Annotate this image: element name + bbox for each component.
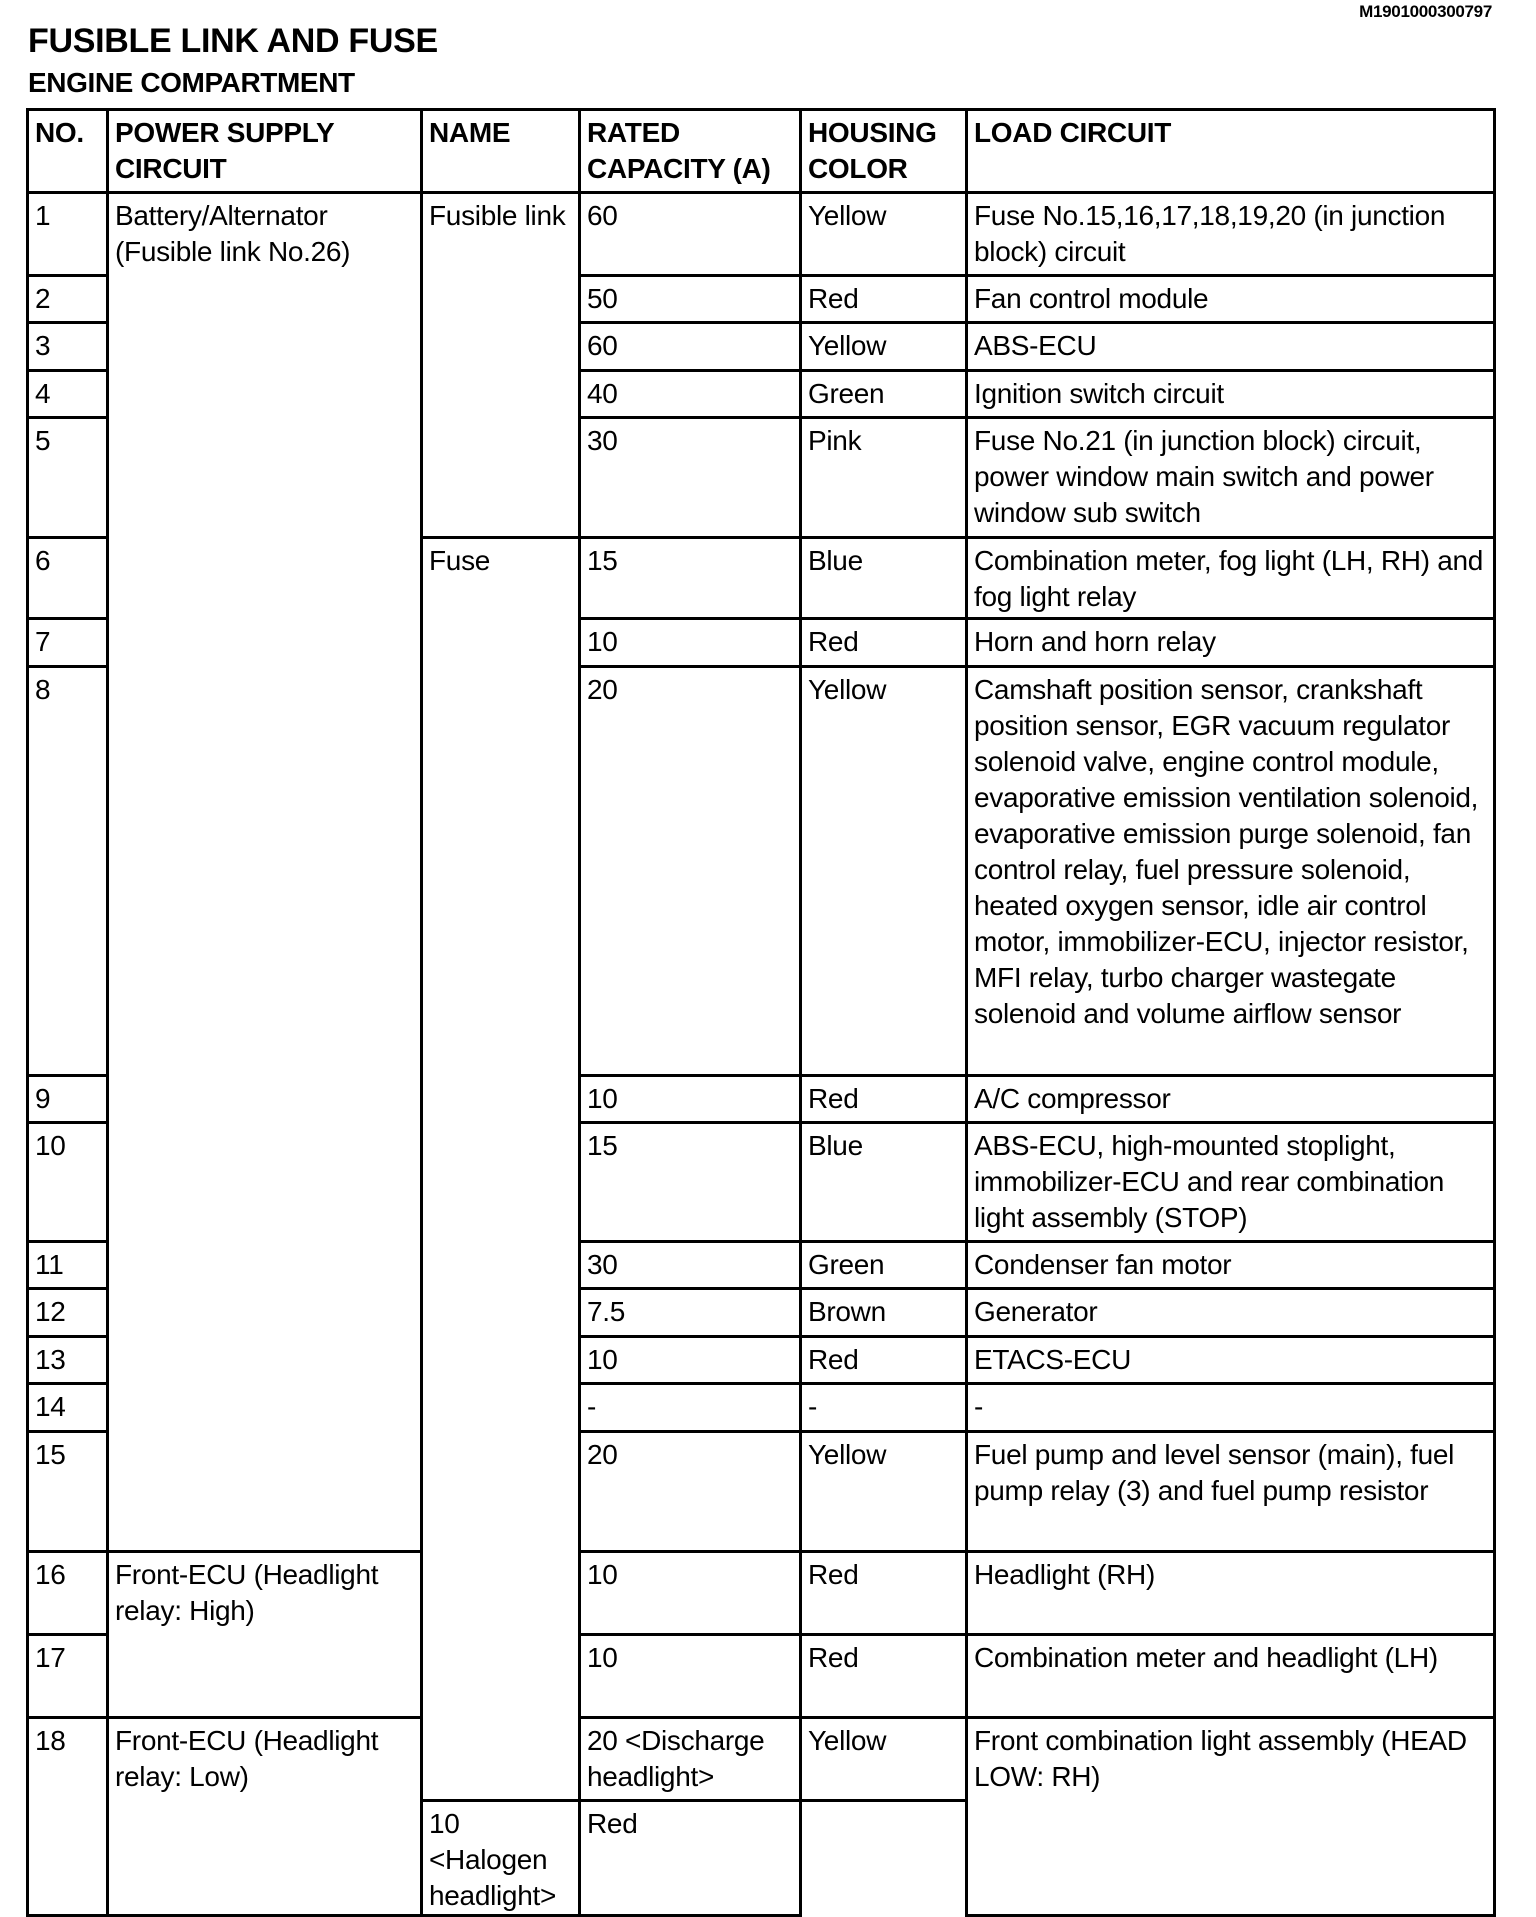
cell-no: 6 xyxy=(28,538,108,619)
table-row xyxy=(28,193,1495,276)
cell-load: Front combination light assembly (HEAD LOW: RH) xyxy=(967,1718,1495,1916)
cell-color: Blue xyxy=(801,538,967,619)
cell-no: 2 xyxy=(28,276,108,323)
cell-capacity: 20 <Discharge headlight> xyxy=(580,1718,801,1801)
cell-load: Fuel pump and level sensor (main), fuel pump relay (3) and fuel pump resistor xyxy=(967,1432,1495,1552)
table-row xyxy=(28,1718,1495,1801)
cell-capacity: 30 xyxy=(580,1242,801,1289)
header-no: NO. xyxy=(28,110,108,193)
cell-capacity-alt: 10 <Halogen headlight> xyxy=(422,1801,580,1916)
cell-color: Yellow xyxy=(801,667,967,1076)
header-power-supply-circuit: POWER SUPPLY CIRCUIT xyxy=(108,110,422,193)
cell-no: 3 xyxy=(28,323,108,371)
cell-color: - xyxy=(801,1384,967,1432)
cell-load: ABS-ECU, high-mounted stoplight, immobilizer-ECU and rear combination light assembly (STOP) xyxy=(967,1123,1495,1242)
cell-color-alt: Red xyxy=(580,1801,801,1916)
cell-capacity: 60 xyxy=(580,193,801,276)
cell-no: 16 xyxy=(28,1552,108,1635)
cell-color: Yellow xyxy=(801,323,967,371)
cell-load: Headlight (RH) xyxy=(967,1552,1495,1635)
cell-color: Red xyxy=(801,1337,967,1384)
cell-no: 17 xyxy=(28,1635,108,1718)
cell-load: ETACS-ECU xyxy=(967,1337,1495,1384)
cell-load: Combination meter and headlight (LH) xyxy=(967,1635,1495,1718)
header-load-circuit: LOAD CIRCUIT xyxy=(967,110,1495,193)
cell-no: 8 xyxy=(28,667,108,1076)
cell-capacity: 20 xyxy=(580,667,801,1076)
cell-power-supply-front-ecu-high: Front-ECU (Headlight relay: High) xyxy=(108,1552,422,1718)
cell-load: Combination meter, fog light (LH, RH) and fog light relay xyxy=(967,538,1495,619)
cell-no: 7 xyxy=(28,619,108,667)
cell-capacity: 10 xyxy=(580,1337,801,1384)
cell-name-fusible-link: Fusible link xyxy=(422,193,580,538)
header-name: NAME xyxy=(422,110,580,193)
cell-capacity: 10 xyxy=(580,1552,801,1635)
cell-load: Horn and horn relay xyxy=(967,619,1495,667)
cell-capacity: 30 xyxy=(580,418,801,538)
cell-capacity: 40 xyxy=(580,371,801,418)
cell-load: Fan control module xyxy=(967,276,1495,323)
cell-power-supply-battery: Battery/Alternator (Fusible link No.26) xyxy=(108,193,422,1552)
cell-color: Yellow xyxy=(801,193,967,276)
cell-color: Red xyxy=(801,1552,967,1635)
cell-load: Fuse No.21 (in junction block) circuit, power window main switch and power window sub switch xyxy=(967,418,1495,538)
table-header-row xyxy=(28,110,1495,193)
fuse-table xyxy=(26,108,1496,1917)
cell-load: Fuse No.15,16,17,18,19,20 (in junction block) circuit xyxy=(967,193,1495,276)
cell-capacity: 10 xyxy=(580,1635,801,1718)
cell-color: Yellow xyxy=(801,1432,967,1552)
cell-color: Blue xyxy=(801,1123,967,1242)
cell-load: - xyxy=(967,1384,1495,1432)
cell-capacity: 60 xyxy=(580,323,801,371)
cell-capacity: 20 xyxy=(580,1432,801,1552)
cell-capacity: 15 xyxy=(580,538,801,619)
cell-load: Ignition switch circuit xyxy=(967,371,1495,418)
cell-load: ABS-ECU xyxy=(967,323,1495,371)
header-housing-color: HOUSING COLOR xyxy=(801,110,967,193)
cell-capacity: 50 xyxy=(580,276,801,323)
cell-no: 10 xyxy=(28,1123,108,1242)
cell-capacity: 10 xyxy=(580,619,801,667)
cell-load: Generator xyxy=(967,1289,1495,1337)
cell-no: 18 xyxy=(28,1718,108,1916)
cell-color: Red xyxy=(801,276,967,323)
cell-load: Camshaft position sensor, crankshaft position sensor, EGR vacuum regulator solenoid valve, engine control module, evaporative emission ventilation solenoid, evaporative emission purge solenoid, fan control relay, fuel pressure solenoid, heated oxygen sensor, idle air control motor, immobilizer-ECU, injector resistor, MFI relay, turbo charger wastegate solenoid and volume airflow sensor xyxy=(967,667,1495,1076)
cell-color: Pink xyxy=(801,418,967,538)
cell-load: Condenser fan motor xyxy=(967,1242,1495,1289)
cell-power-supply-front-ecu-low: Front-ECU (Headlight relay: Low) xyxy=(108,1718,422,1916)
cell-name-fuse: Fuse xyxy=(422,538,580,1801)
cell-color: Red xyxy=(801,1635,967,1718)
cell-capacity: - xyxy=(580,1384,801,1432)
cell-capacity: 10 xyxy=(580,1076,801,1123)
cell-no: 15 xyxy=(28,1432,108,1552)
cell-no: 14 xyxy=(28,1384,108,1432)
cell-color: Yellow xyxy=(801,1718,967,1801)
cell-no: 5 xyxy=(28,418,108,538)
cell-no: 4 xyxy=(28,371,108,418)
cell-capacity: 15 xyxy=(580,1123,801,1242)
cell-no: 13 xyxy=(28,1337,108,1384)
cell-color: Red xyxy=(801,619,967,667)
cell-no: 9 xyxy=(28,1076,108,1123)
cell-color: Red xyxy=(801,1076,967,1123)
cell-load: A/C compressor xyxy=(967,1076,1495,1123)
cell-color: Green xyxy=(801,1242,967,1289)
table-row xyxy=(28,1552,1495,1635)
cell-capacity: 7.5 xyxy=(580,1289,801,1337)
cell-no: 1 xyxy=(28,193,108,276)
document-id: M1901000300797 xyxy=(1359,2,1492,21)
cell-color: Brown xyxy=(801,1289,967,1337)
header-rated-capacity: RATED CAPACITY (A) xyxy=(580,110,801,193)
cell-no: 12 xyxy=(28,1289,108,1337)
page-subtitle: ENGINE COMPARTMENT xyxy=(28,67,355,98)
page-title: FUSIBLE LINK AND FUSE xyxy=(28,22,438,60)
cell-color: Green xyxy=(801,371,967,418)
cell-no: 11 xyxy=(28,1242,108,1289)
